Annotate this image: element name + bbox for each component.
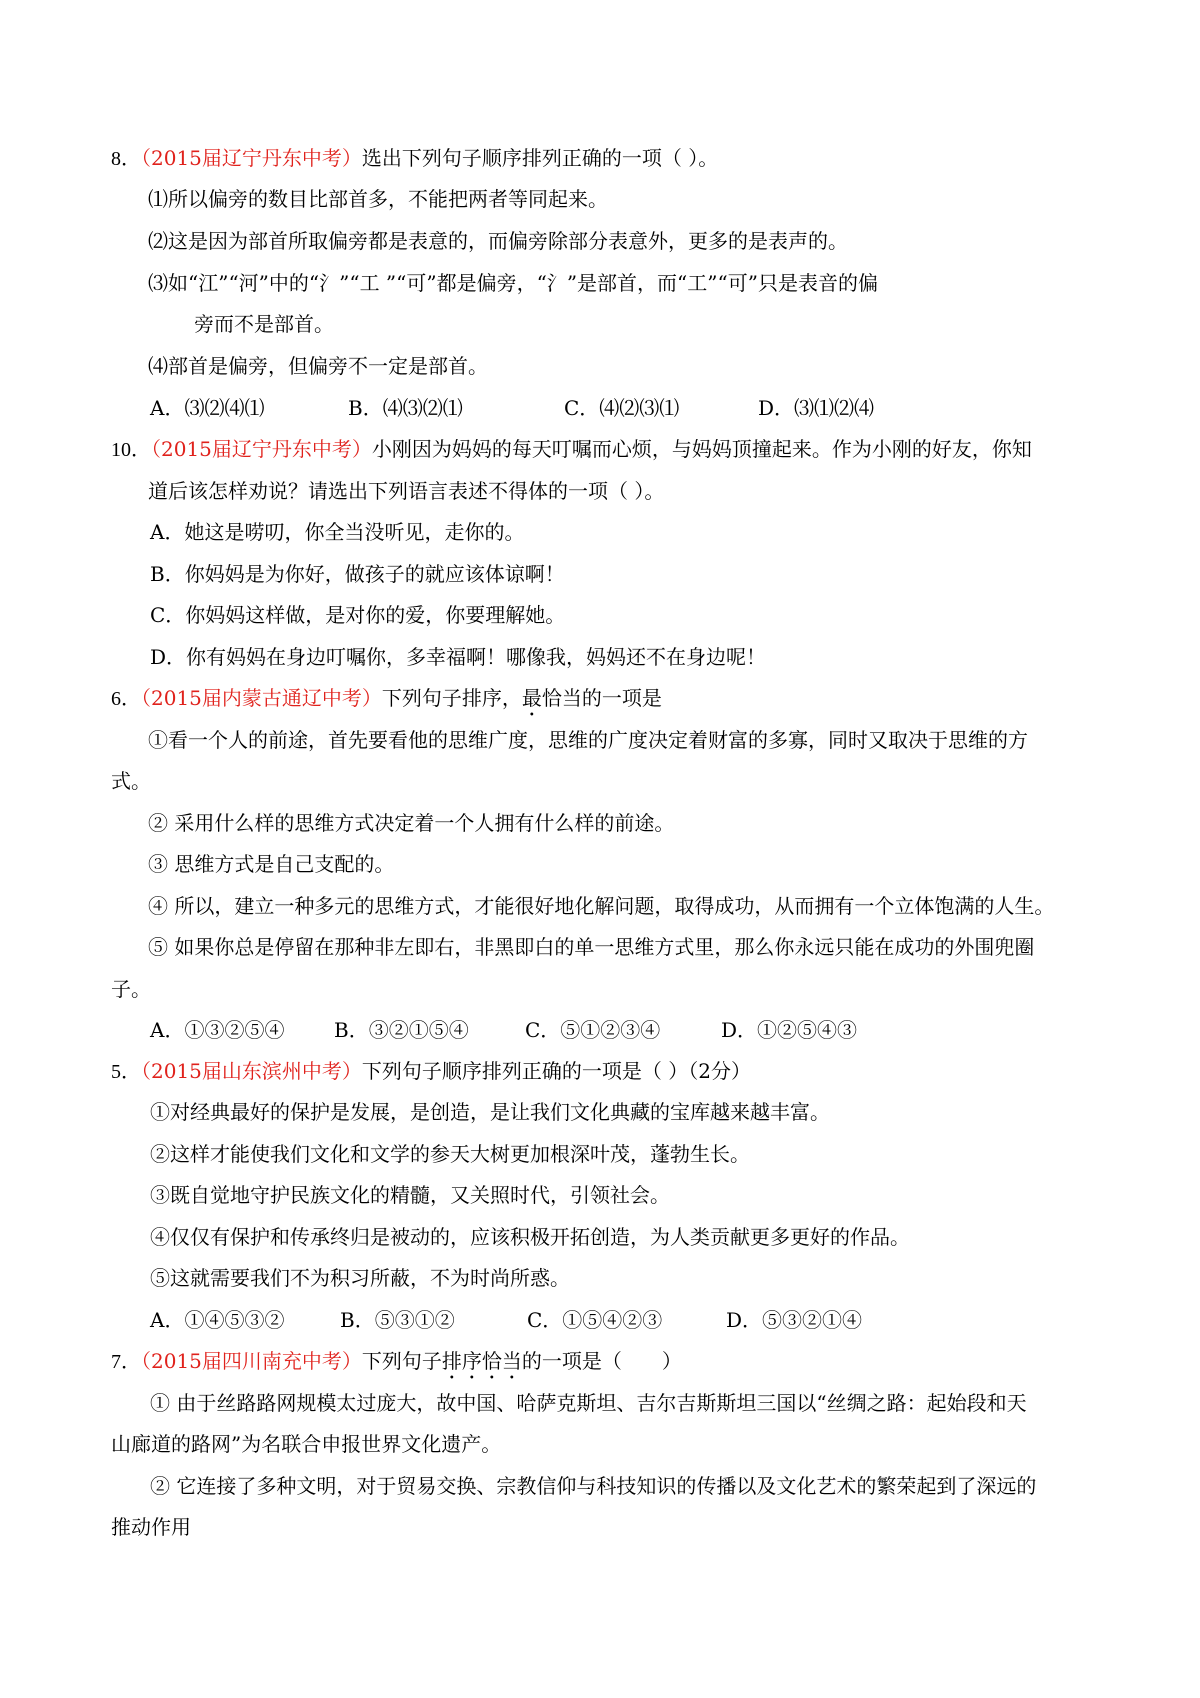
q10-option-d: D．你有妈妈在身边叮嘱你，多幸福啊！哪像我，妈妈还不在身边呢！ [150, 645, 767, 669]
q5-source: （2015届山东滨州中考） [141, 1059, 362, 1083]
q6-sentence-1-cont: 式。 [111, 769, 151, 793]
q8-sentence-2: ⑵这是因为部首所取偏旁都是表意的，而偏旁除部分表意外，更多的是表声的。 [148, 229, 848, 253]
q6-sentence-1: ①看一个人的前途，首先要看他的思维广度，思维的广度决定着财富的多寡，同时又取决于思维的方 [148, 728, 1028, 752]
q6-number: 6． [111, 688, 141, 710]
q6-source: （2015届内蒙古通辽中考） [141, 686, 382, 710]
q7-stem-post: 的一项是（ ） [521, 1349, 682, 1373]
q7-sentence-1: ① 由于丝路路网规模太过庞大，故中国、哈萨克斯坦、吉尔吉斯斯坦三国以“丝绸之路：起始段和天 [150, 1391, 1027, 1415]
q6-sentence-2: ② 采用什么样的思维方式决定着一个人拥有什么样的前途。 [148, 811, 675, 835]
q10-number: 10． [111, 439, 151, 461]
q8-sentence-1: ⑴所以偏旁的数目比部首多，不能把两者等同起来。 [148, 187, 608, 211]
q8-option-a: A．⑶⑵⑷⑴ [150, 396, 265, 420]
q10-heading [111, 437, 1032, 462]
q8-option-c: C．⑷⑵⑶⑴ [564, 396, 680, 420]
q5-stem: 下列句子顺序排列正确的一项是（ ）（2分） [361, 1059, 751, 1083]
q5-number: 5． [111, 1061, 141, 1083]
q8-option-b: B．⑷⑶⑵⑴ [348, 396, 463, 420]
q6-option-d: D．①②⑤④③ [721, 1018, 858, 1042]
q7-sentence-2-cont: 推动作用 [111, 1515, 191, 1539]
q6-option-c: C．⑤①②③④ [525, 1018, 661, 1042]
q7-number: 7． [111, 1351, 141, 1373]
q7-source: （2015届四川南充中考） [141, 1349, 362, 1373]
q5-sentence-2: ②这样才能使我们文化和文学的参天大树更加根深叶茂，蓬勃生长。 [150, 1142, 750, 1166]
q5-sentence-3: ③既自觉地守护民族文化的精髓，又关照时代，引领社会。 [150, 1183, 670, 1207]
q6-sentence-5-cont: 子。 [111, 977, 151, 1001]
q5-option-c: C．①⑤④②③ [527, 1308, 663, 1332]
q7-stem-emphasis: 排序恰当 [441, 1349, 522, 1373]
q8-sentence-3: ⑶如“江”“河”中的“氵”“工 ”“可”都是偏旁，“氵”是部首，而“工”“可”只是表音的偏 [148, 271, 878, 295]
q7-heading [111, 1349, 682, 1384]
q5-option-d: D．⑤③②①④ [726, 1308, 863, 1332]
q8-sentence-4: ⑷部首是偏旁，但偏旁不一定是部首。 [148, 354, 488, 378]
q6-sentence-3: ③ 思维方式是自己支配的。 [148, 852, 395, 876]
q6-options [150, 1018, 910, 1042]
q10-stem: 小刚因为妈妈的每天叮嘱而心烦，与妈妈顶撞起来。作为小刚的好友，你知 [371, 437, 1032, 461]
q8-options [150, 396, 910, 420]
q10-option-c: C．你妈妈这样做，是对你的爱，你要理解她。 [150, 603, 566, 627]
q6-sentence-5: ⑤ 如果你总是停留在那种非左即右，非黑即白的单一思维方式里，那么你永远只能在成功的外围兜圈 [148, 935, 1035, 959]
q8-sentence-3-cont: 旁而不是部首。 [194, 312, 334, 336]
q10-stem-cont: 道后该怎样劝说？请选出下列语言表述不得体的一项（ ）。 [148, 479, 665, 503]
q6-stem-pre: 下列句子排序， [381, 686, 522, 710]
q5-sentence-4: ④仅仅有保护和传承终归是被动的，应该积极开拓创造，为人类贡献更多更好的作品。 [150, 1225, 910, 1249]
q8-source: （2015届辽宁丹东中考） [141, 146, 362, 170]
q5-sentence-1: ①对经典最好的保护是发展，是创造，是让我们文化典藏的宝库越来越丰富。 [150, 1100, 830, 1124]
q6-stem-post: 恰当的一项是 [541, 686, 662, 710]
q7-sentence-1-cont: 山廊道的路网”为名联合申报世界文化遗产。 [111, 1432, 502, 1456]
q5-options [150, 1308, 910, 1332]
q5-option-a: A．①④⑤③② [150, 1308, 285, 1332]
q7-sentence-2: ② 它连接了多种文明，对于贸易交换、宗教信仰与科技知识的传播以及文化艺术的繁荣起到了深远的 [150, 1474, 1037, 1498]
q6-heading [111, 686, 662, 721]
q8-option-d: D．⑶⑴⑵⑷ [758, 396, 875, 420]
q6-stem-emphasis: 最 [521, 686, 542, 710]
q6-sentence-4: ④ 所以，建立一种多元的思维方式，才能很好地化解问题，取得成功，从而拥有一个立体饱满的人生。 [148, 894, 1055, 918]
q8-stem: 选出下列句子顺序排列正确的一项（ ）。 [361, 146, 719, 170]
q6-option-b: B．③②①⑤④ [334, 1018, 469, 1042]
q8-heading [111, 146, 718, 171]
q5-sentence-5: ⑤这就需要我们不为积习所蔽，不为时尚所惑。 [150, 1266, 570, 1290]
q10-source: （2015届辽宁丹东中考） [151, 437, 372, 461]
q10-option-b: B．你妈妈是为你好，做孩子的就应该体谅啊！ [150, 562, 565, 586]
q6-option-a: A．①③②⑤④ [150, 1018, 285, 1042]
q5-option-b: B．⑤③①② [340, 1308, 455, 1332]
q8-number: 8． [111, 148, 141, 170]
q7-stem-pre: 下列句子 [361, 1349, 442, 1373]
q5-heading [111, 1059, 751, 1084]
q10-option-a: A．她这是唠叨，你全当没听见，走你的。 [150, 520, 525, 544]
